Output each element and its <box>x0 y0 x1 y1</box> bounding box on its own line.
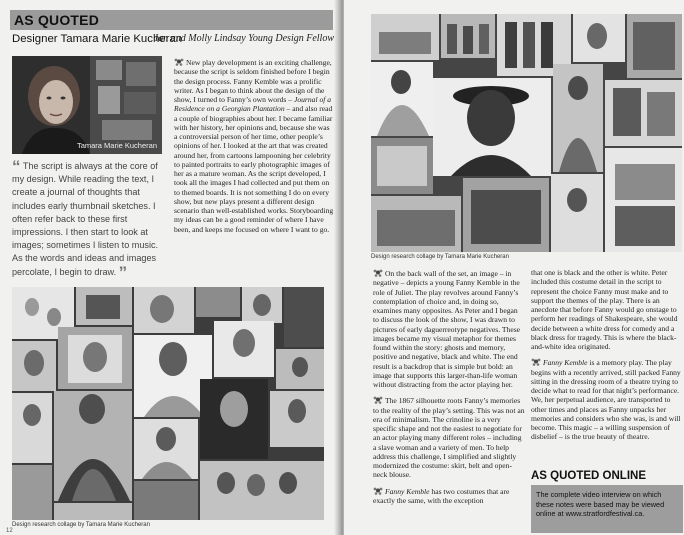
silhouette-paragraph <box>373 395 525 479</box>
intro-paragraph <box>174 57 334 234</box>
flourish-icon <box>373 268 383 277</box>
silhouette-text: The 1867 silhouette roots Fanny’s memories to the reality of the play’s setting. This was not an era of minimalism. The crinoline is a very specific shape and not the easiest to negotiate for an actor playing many different roles – including a slave woman and a variety of men. To help address this challenge, I simplified and slightly modernized the costume: skirt, belt and open-neck blouse. <box>373 396 525 480</box>
fellowship-title: Ian and Molly Lindsay Young Design Fellow <box>154 33 334 44</box>
flourish-icon <box>373 395 383 404</box>
byline <box>12 33 334 47</box>
play-title: Fanny Kemble <box>385 486 430 496</box>
online-text: The complete video interview on which these notes were based may be viewed online at www.stratfordfestival.ca. <box>536 490 665 519</box>
section-title: AS QUOTED <box>14 12 100 28</box>
open-quote-mark: “ <box>12 157 21 176</box>
intro-text-a: New play development is an exciting challenge, because the script is seldom finished before I begin the design process. Fanny Kemble was a prolific writer. As I began to think about the design of the show, I turned to Fanny’s own words – <box>174 58 332 104</box>
memory-play-paragraph <box>531 357 683 441</box>
play-title: Fanny Kemble <box>543 358 588 368</box>
online-info-box <box>531 485 683 533</box>
left-page <box>0 0 340 535</box>
pull-quote-text: The script is always at the core of my design. While reading the text, I create a journal of thoughts that includes early thumbnail sketches. I often refer back to these first impressions. I then start to look at images; sometimes I listen to music. As the words and ideas and images percolate, I begin to draw. <box>12 161 159 277</box>
memory-play-text: is a memory play. The play begins with a recently arrived, still packed Fanny sitting in the dressing room of a theatre trying to decide what to read for that night’s performance. We, her perpetual audience, are transported to other times and places as Fanny unpacks her memories and considers who she was, is and will become. This magic – a willing suspension of disbelief – is the true beauty of theatre. <box>531 358 681 442</box>
left-collage-caption: Design research collage by Tamara Marie Kucheran <box>12 522 150 528</box>
black-white-text: that one is black and the other is white. Peter included this costume detail in the script to represent the choice Fanny must make and to support the themes of the play. There is an anecdote that before Fanny would go onstage to perform her readings of Shakespeare, she would decide between a white dress for comedy and a black dress for tragedy. This is where the black-and-white idea originated. <box>531 268 678 351</box>
online-section-title: AS QUOTED ONLINE <box>531 470 681 484</box>
right-research-collage <box>371 14 682 252</box>
flourish-icon <box>531 357 541 366</box>
right-body-column-2 <box>531 268 683 445</box>
journal-title: Journal of a Residence on a Georgian Plantation <box>174 95 332 114</box>
costume-paragraph <box>373 486 525 506</box>
left-research-collage <box>12 287 324 520</box>
pull-quote <box>12 157 162 282</box>
section-header-bar <box>10 10 333 30</box>
designer-portrait <box>12 56 162 154</box>
black-white-paragraph <box>531 268 683 351</box>
right-collage-caption: Design research collage by Tamara Marie Kucheran <box>371 254 509 260</box>
set-paragraph <box>373 268 525 389</box>
right-body-column-1 <box>373 268 525 508</box>
intro-text-b: – and also read a couple of biographies about her. I became familiar with her history, her opinions and, because she was a controversial person of her time, other people’s opinions of her. I looked at the art that was created around her, from cartoons lampooning her celebrity to painted portraits to early photographic images of her as a mature woman. As the script developed, I took all the images I had collected and put them on to themed boards. It is not something I do on every show, but new plays present a different design scenario than well-established works. Storyboarding my ideas can be a good reminder of where I have been, and keeps me focused on where I want to go. <box>174 104 334 234</box>
left-body-column <box>174 57 334 237</box>
costume-text: has two costumes that are exactly the same, with the exception <box>373 486 510 505</box>
designer-name: Designer Tamara Marie Kucheran <box>12 33 183 45</box>
portrait-caption: Tamara Marie Kucheran <box>76 141 157 150</box>
flourish-icon <box>174 57 184 66</box>
close-quote-mark: ” <box>118 262 128 282</box>
page-number: 12 <box>6 528 13 534</box>
flourish-icon <box>373 486 383 495</box>
set-text: On the back wall of the set, an image – in negative – depicts a young Fanny Kemble in the role of Juliet. The play revolves around Fanny’s contemplation of choice and, in doing so, examines many opposites. As Peter and I began to discuss the look of the show, I was drawn to pictures of early daguerreotype negatives. These images became my visual metaphor for themes found within the story: ghosts and memory, positive and negative, black and white. The end result is a backdrop that is simple but bold: an image that supports this larger-than-life woman without distracting from the actor playing her. <box>373 269 521 389</box>
